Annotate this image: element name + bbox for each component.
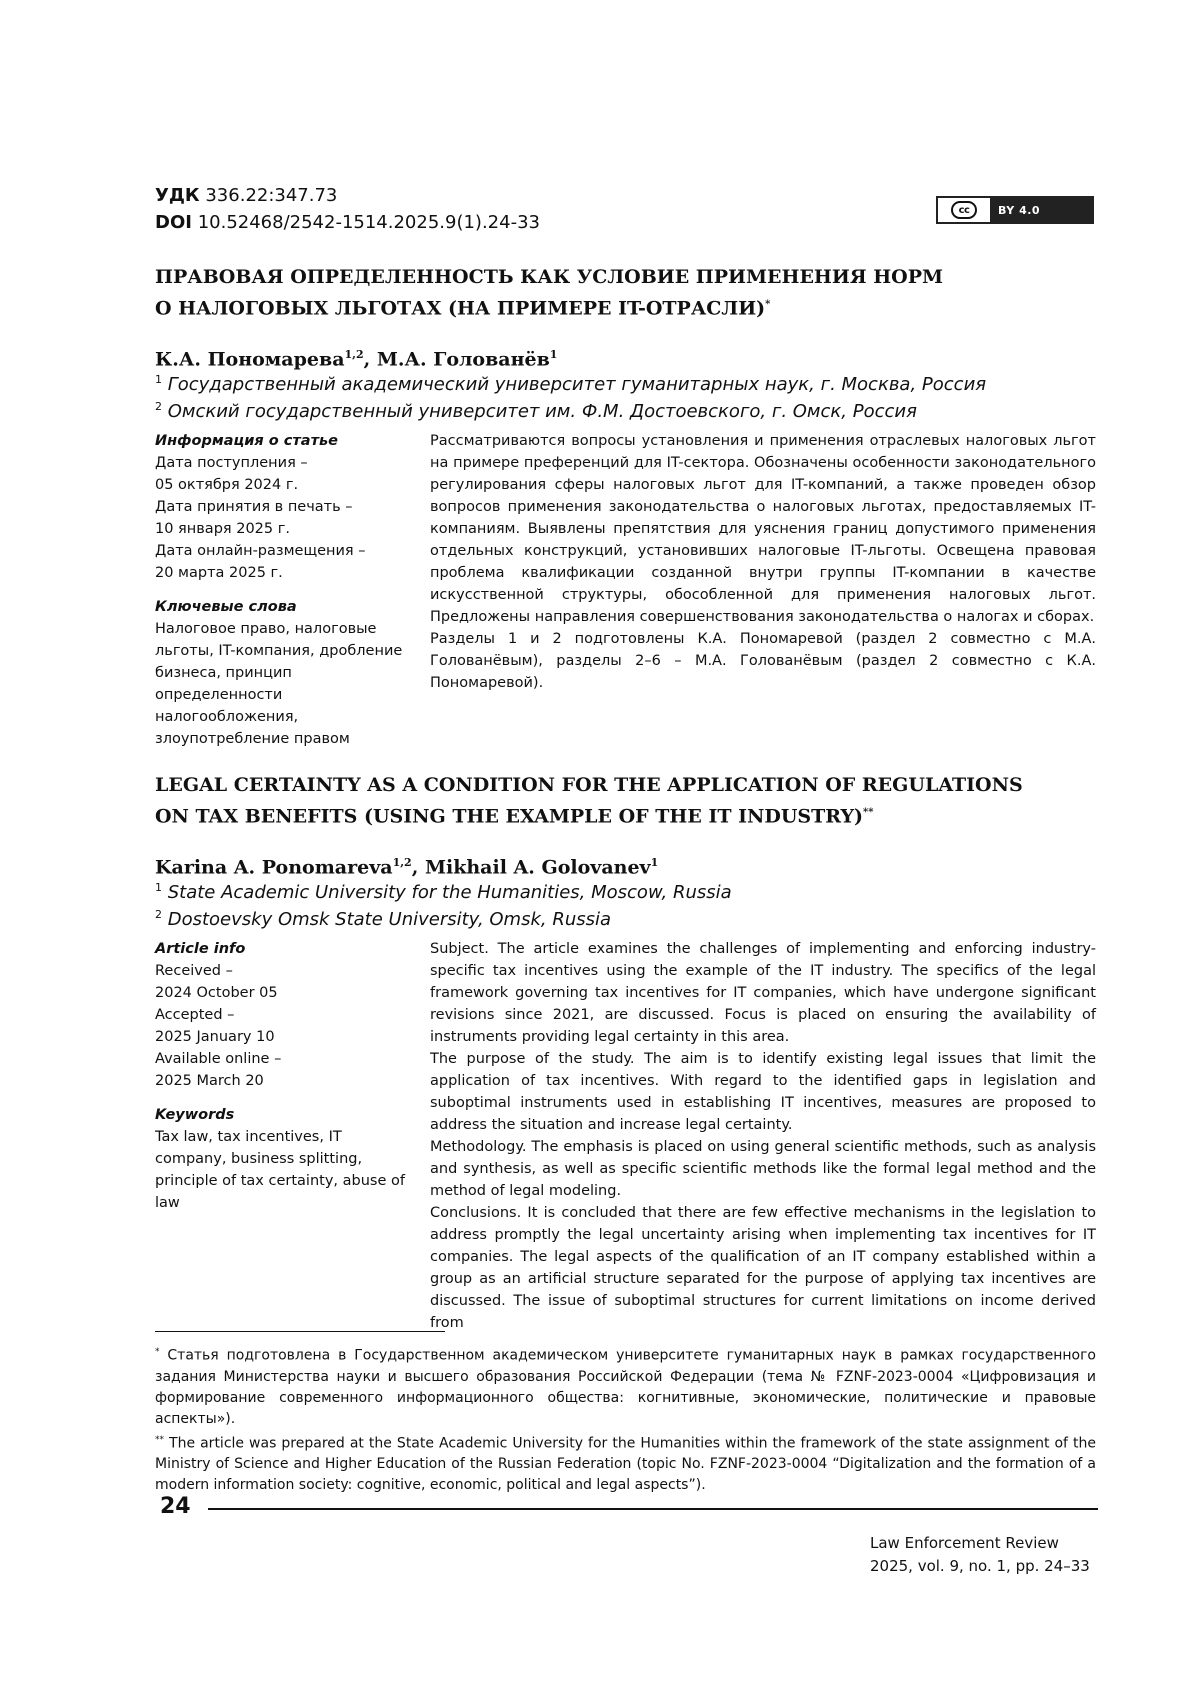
author-affil-sup: 1,2 <box>344 348 364 361</box>
ru-title-line: ПРАВОВАЯ ОПРЕДЕЛЕННОСТЬ КАК УСЛОВИЕ ПРИМЕНЕНИЯ НОРМ <box>155 266 944 288</box>
en-affiliation-2: $^2$ Dostoevsky Omsk State University, Omsk, Russia <box>155 908 612 930</box>
en-info-line: Accepted – <box>155 1007 235 1023</box>
en-authors: Karina A. Ponomareva$^{1,2}$, Mikhail A. Golovanev$^1$ <box>155 856 659 879</box>
ru-affiliation-1: $^1$ Государственный академический университет гуманитарных наук, г. Москва, Россия <box>155 373 987 395</box>
author-name: К.А. Пономарева <box>155 348 345 371</box>
footnote: ** The article was prepared at the State Academic University for the Humanities within the framework of the state assignment of the Ministry of Science and Higher Education of the Russian Federation (topic No. FZNF-2023-0004 “Digitalization and the formation of a modern information society: cognitive, economic, political and legal aspects”). <box>155 1434 1096 1494</box>
en-info-heading: Article info <box>155 941 246 957</box>
udk-label: УДК <box>155 185 200 206</box>
author-name: Mikhail A. Golovanev <box>424 856 651 879</box>
doi-label: DOI <box>155 212 192 233</box>
ru-affiliation-2: $^2$ Омский государственный университет им. Ф.М. Достоевского, г. Омск, Россия <box>155 400 917 422</box>
cc-icon: cc <box>951 201 977 219</box>
page-number: 24 <box>160 1494 191 1519</box>
en-title-footnote-mark[interactable]: ** <box>863 807 874 818</box>
ru-title-line: О НАЛОГОВЫХ ЛЬГОТАХ (НА ПРИМЕРЕ IT-ОТРАСЛИ)* <box>155 297 771 320</box>
footnote-mark: * <box>155 1347 160 1357</box>
ru-info-line: Дата онлайн-размещения – <box>155 543 366 559</box>
ru-title-footnote-mark[interactable]: * <box>765 299 771 310</box>
ru-article-info <box>155 430 415 750</box>
en-abstract <box>430 938 1096 1334</box>
cc-logo <box>938 198 990 222</box>
en-affiliation-1: $^1$ State Academic University for the Humanities, Moscow, Russia <box>155 881 732 903</box>
footnote-mark: ** <box>155 1434 164 1445</box>
ru-abstract-paragraph: Рассматриваются вопросы установления и применения отраслевых налоговых льгот на примере преференций для IT-сектора. Обозначены особенности законодательного регулирования сферы налоговых льгот для IT-компаний, а также проведен обзор вопросов применения законодательства о налоговых льготах, предоставляемых IT-компаниям. Выявлены препятствия для уяснения границ допустимого применения отдельных конструкций, установивших налоговые IT-льготы. Освещена правовая проблема квалификации созданной внутри группы IT-компании в качестве искусственной структуры, обособленной для применения налоговых льгот. Предложены направления совершенствования законодательства о налогах и сборах. <box>430 433 1096 625</box>
ru-abstract <box>430 430 1096 694</box>
author-affil-sup: 1 <box>549 348 558 361</box>
journal-name: Law Enforcement Review <box>870 1534 1059 1552</box>
footnotes <box>155 1342 1096 1496</box>
doi-value[interactable]: 10.52468/2542-1514.2025.9(1).24-33 <box>197 212 540 233</box>
en-keywords: Tax law, tax incentives, IT company, business splitting, principle of tax certainty, abuse of law <box>155 1129 405 1211</box>
ru-keywords: Налоговое право, налоговые льготы, IT-компания, дробление бизнеса, принцип определенности налогообложения, злоупотребление правом <box>155 621 403 747</box>
ru-authors: К.А. Пономарева$^{1,2}$, М.А. Голованёв$^1$ <box>155 348 558 371</box>
udk-line <box>155 182 540 209</box>
ru-info-line: Дата принятия в печать – <box>155 499 353 515</box>
footnote: * Статья подготовлена в Государственном академическом университете гуманитарных наук в рамках государственного задания Министерства науки и высшего образования Российской Федерации (тема № FZNF-2023-0004 «Цифровизация и формирование современного информационного общества: когнитивные, экономические, политические и правовые аспекты»). <box>155 1347 1096 1427</box>
journal-issue: 2025, vol. 9, no. 1, pp. 24–33 <box>870 1557 1090 1575</box>
udk-value: 336.22:347.73 <box>205 185 338 206</box>
ru-info-heading: Информация о статье <box>155 433 338 449</box>
cc-license-badge[interactable] <box>936 196 1094 224</box>
author-name: Karina A. Ponomareva <box>155 856 393 879</box>
ru-info-line: 20 марта 2025 г. <box>155 565 283 581</box>
ru-info-line: 10 января 2025 г. <box>155 521 290 537</box>
article-identifiers <box>155 182 540 236</box>
ru-info-line: Дата поступления – <box>155 455 308 471</box>
ru-title <box>155 264 943 322</box>
author-name: М.А. Голованёв <box>376 348 550 371</box>
en-info-line: 2024 October 05 <box>155 985 278 1001</box>
journal-reference <box>870 1532 1098 1578</box>
ru-info-line: 05 октября 2024 г. <box>155 477 299 493</box>
en-info-line: 2025 March 20 <box>155 1073 264 1089</box>
ru-abstract-paragraph: Разделы 1 и 2 подготовлены К.А. Пономаревой (раздел 2 совместно с М.А. Голованёвым), разделы 2–6 – М.А. Голованёвым (раздел 2 совместно с К.А. Пономаревой). <box>430 631 1096 691</box>
author-affil-sup: 1,2 <box>392 856 412 869</box>
en-title-line: LEGAL CERTAINTY AS A CONDITION FOR THE APPLICATION OF REGULATIONS <box>155 774 1023 796</box>
page-footer-divider <box>208 1508 1098 1510</box>
en-info-line: Received – <box>155 963 233 979</box>
en-info-line: Available online – <box>155 1051 282 1067</box>
en-article-info <box>155 938 415 1214</box>
en-abstract-paragraph: Conclusions. It is concluded that there are few effective mechanisms in the legislation to address promptly the legal uncertainty arising when implementing tax incentives for IT companies. The legal aspects of the qualification of an IT company established within a group as an artificial structure separated for the purpose of applying tax incentives are discussed. The issue of suboptimal structures for current limitations on income derived from <box>430 1205 1096 1331</box>
ru-keywords-heading: Ключевые слова <box>155 599 297 615</box>
en-title <box>155 772 1023 830</box>
cc-by-label: BY 4.0 <box>990 198 1092 222</box>
author-affil-sup: 1 <box>650 856 659 869</box>
en-info-line: 2025 January 10 <box>155 1029 275 1045</box>
doi-line <box>155 209 540 236</box>
en-keywords-heading: Keywords <box>155 1107 235 1123</box>
en-title-line: ON TAX BENEFITS (USING THE EXAMPLE OF THE IT INDUSTRY)** <box>155 805 874 828</box>
en-abstract-paragraph: Subject. The article examines the challenges of implementing and enforcing industry-specific tax incentives using the example of the IT industry. The specifics of the legal framework governing tax incentives for IT companies, which have undergone significant revisions since 2021, are discussed. Focus is placed on ensuring the availability of instruments providing legal certainty in this area. <box>430 941 1096 1045</box>
footnote-divider <box>155 1331 445 1332</box>
en-abstract-paragraph: The purpose of the study. The aim is to identify existing legal issues that limit the application of tax incentives. With regard to the identified gaps in legislation and suboptimal instruments used in establishing IT incentives, measures are proposed to address the situation and increase legal certainty. <box>430 1051 1096 1133</box>
en-abstract-paragraph: Methodology. The emphasis is placed on using general scientific methods, such as analysis and synthesis, as well as specific scientific methods like the formal legal method and the method of legal modeling. <box>430 1139 1096 1199</box>
